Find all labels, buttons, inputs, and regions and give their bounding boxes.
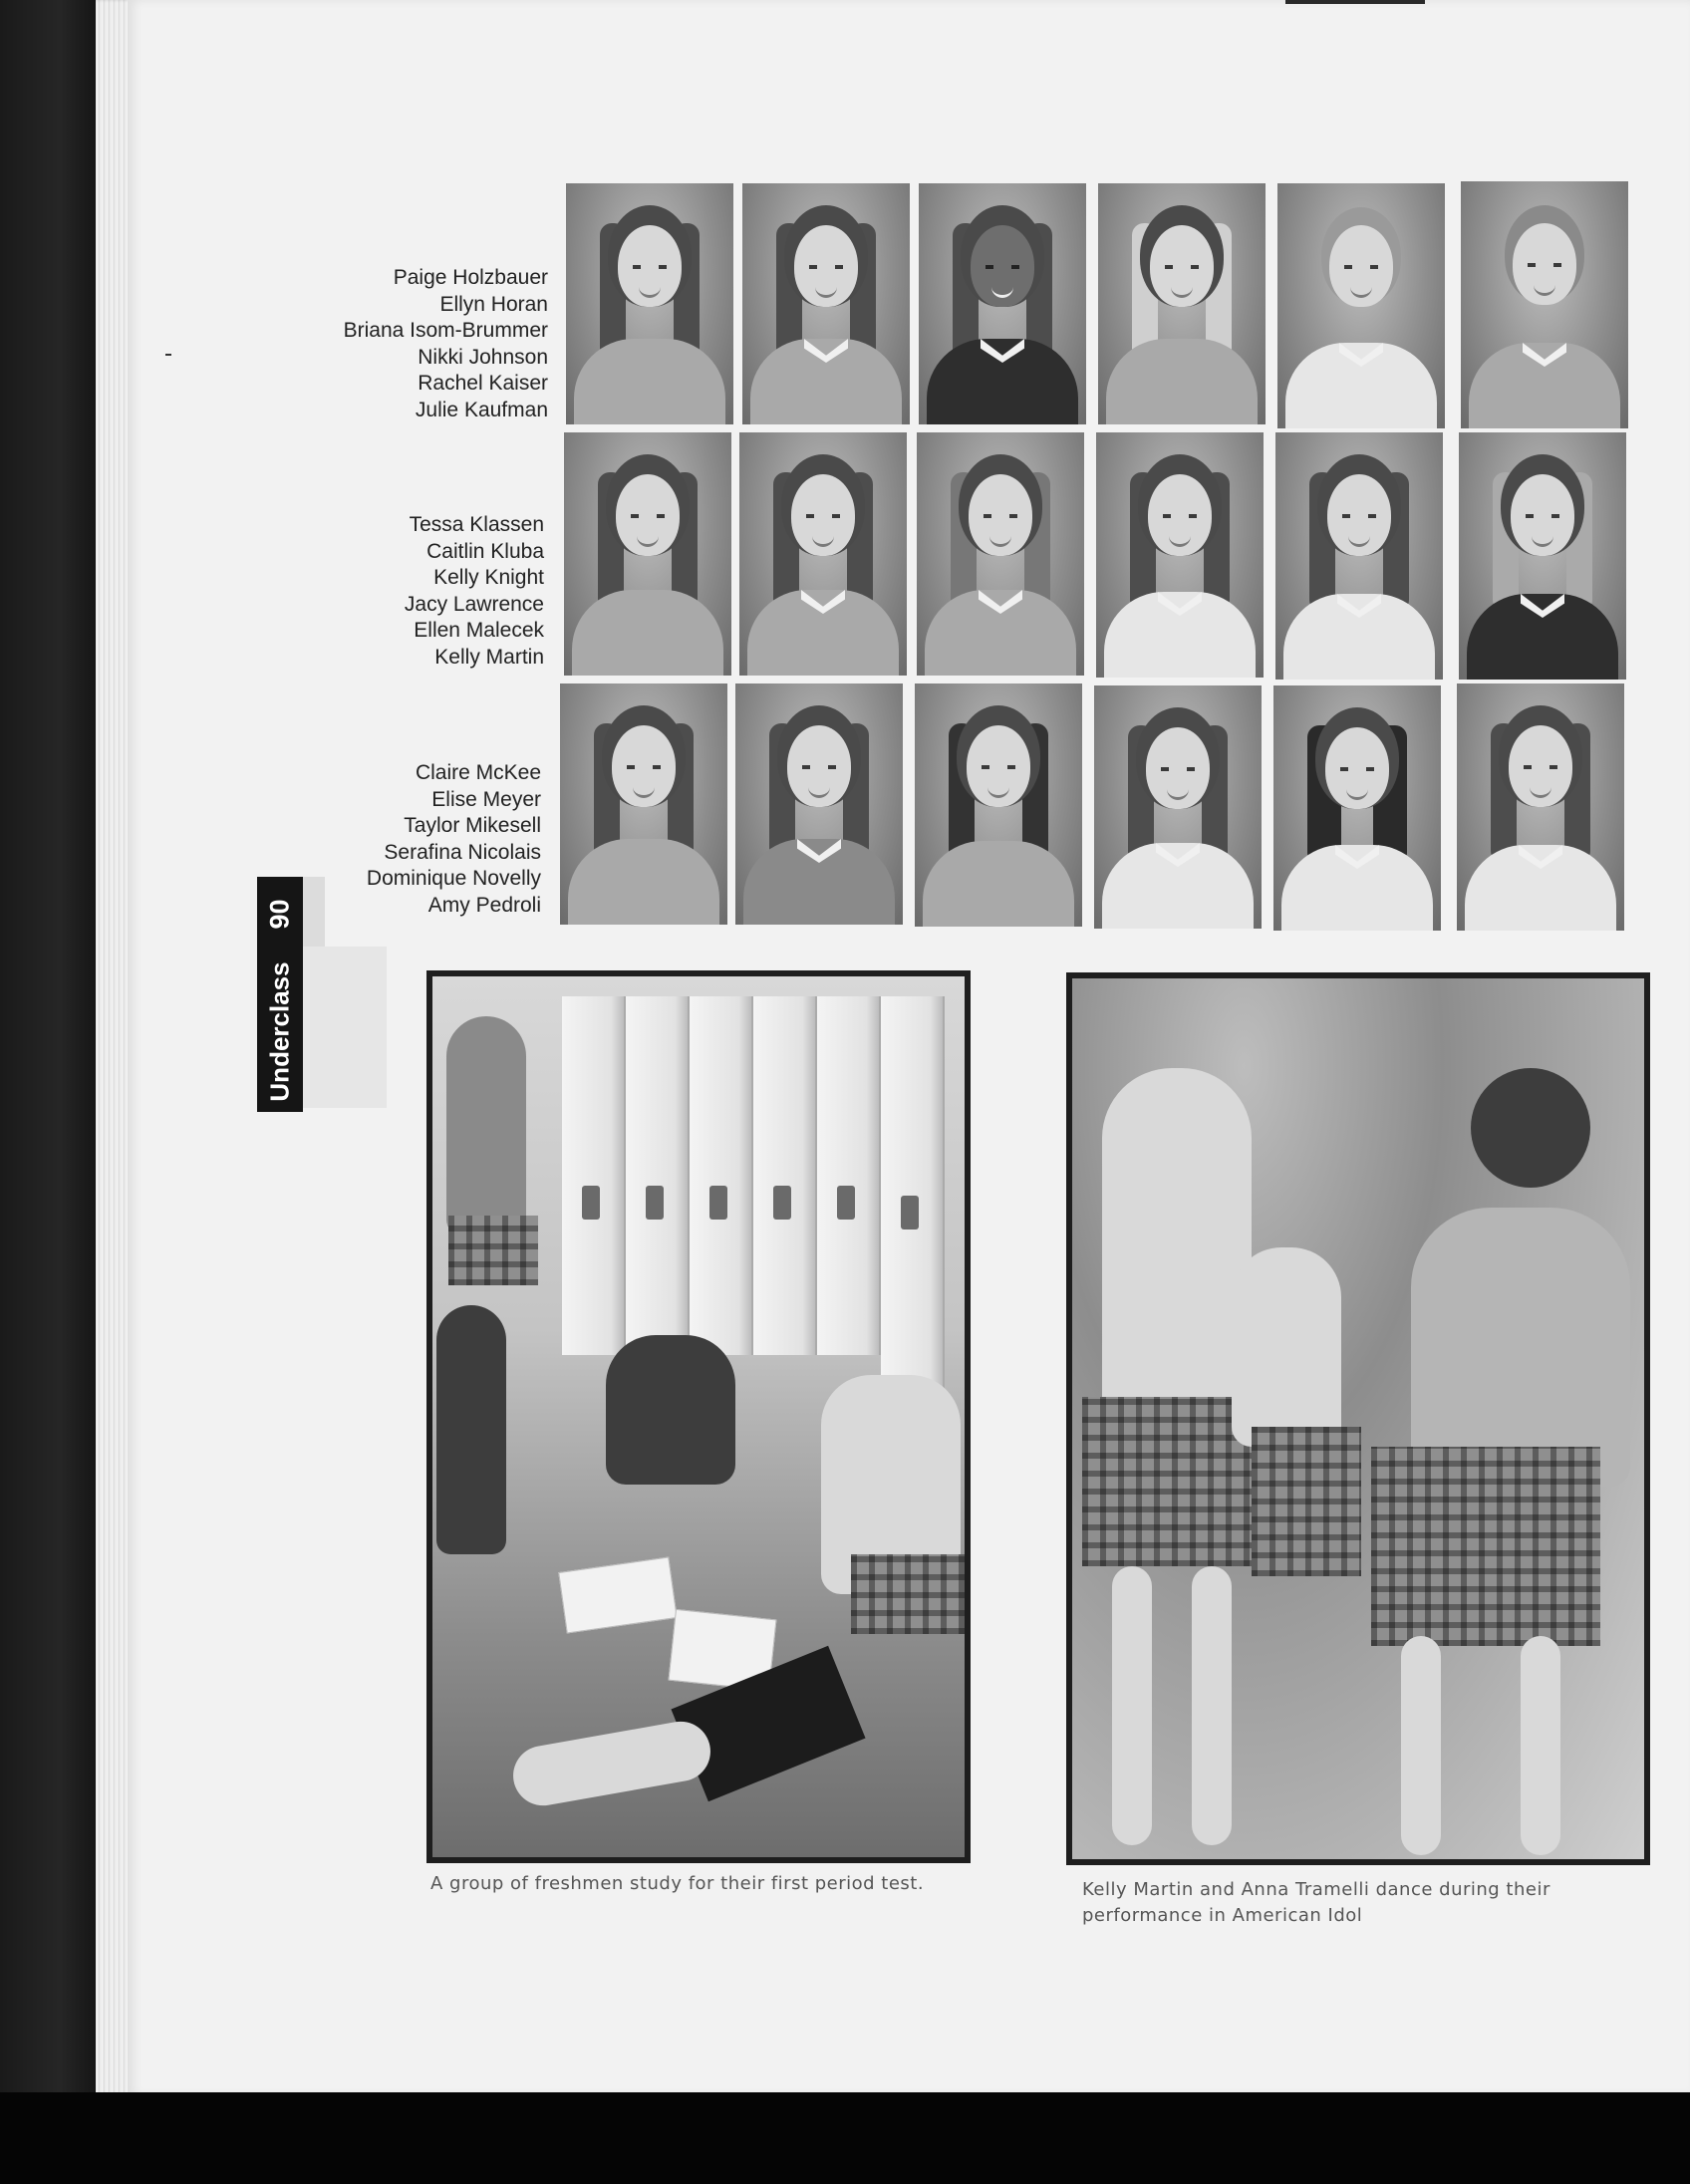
student-name: Tessa Klassen — [409, 513, 544, 536]
name-list-row-2 — [405, 512, 544, 671]
student-name: Jacy Lawrence — [404, 592, 544, 616]
student-portrait — [1277, 183, 1445, 428]
student-name: Serafina Nicolais — [384, 840, 541, 864]
student-name: Kelly Knight — [433, 566, 544, 589]
student-name: Dominique Novelly — [366, 867, 541, 890]
student-portrait — [1273, 685, 1441, 931]
student-name: Rachel Kaiser — [418, 372, 548, 395]
student-portrait — [1275, 432, 1443, 680]
section-label: Underclass — [264, 960, 295, 1102]
student-name: Elise Meyer — [431, 787, 541, 811]
student-name: Paige Holzbauer — [393, 266, 548, 289]
student-portrait — [742, 183, 910, 424]
name-list-row-1 — [344, 265, 548, 423]
student-portrait — [919, 183, 1086, 424]
student-name: Amy Pedroli — [427, 893, 541, 917]
page-mark — [165, 354, 171, 356]
page-number-tab — [257, 877, 303, 951]
name-list-row-3 — [367, 760, 541, 919]
student-portrait — [1459, 432, 1626, 680]
student-name: Julie Kaufman — [415, 398, 548, 421]
student-name: Ellen Malecek — [414, 619, 544, 642]
student-portrait — [1098, 183, 1266, 424]
student-portrait — [915, 683, 1082, 927]
student-name: Kelly Martin — [434, 645, 544, 669]
scanner-bottom-edge — [0, 2092, 1690, 2184]
scanner-background — [0, 0, 100, 2184]
photo-freshmen-lockers — [426, 970, 971, 1863]
student-name: Ellyn Horan — [439, 292, 548, 316]
student-name: Nikki Johnson — [418, 345, 548, 369]
student-portrait — [739, 432, 907, 676]
student-portrait — [917, 432, 1084, 676]
student-portrait — [1096, 432, 1264, 678]
student-name: Caitlin Kluba — [426, 539, 544, 563]
page-number: 90 — [264, 898, 295, 930]
student-name: Taylor Mikesell — [404, 814, 541, 837]
photo-caption: A group of freshmen study for their first period test. — [430, 1873, 925, 1894]
student-portrait — [566, 183, 733, 424]
student-portrait — [1094, 685, 1262, 929]
student-portrait — [564, 432, 731, 676]
scan-artifact — [1285, 0, 1425, 4]
student-portrait — [735, 683, 903, 925]
student-name: Claire McKee — [415, 761, 541, 784]
section-tab — [257, 951, 303, 1112]
photo-dance-performance — [1066, 972, 1650, 1865]
student-portrait — [560, 683, 727, 925]
student-portrait — [1461, 181, 1628, 428]
student-name: Briana Isom-Brummer — [343, 319, 548, 342]
student-portrait — [1457, 683, 1624, 931]
photo-caption: Kelly Martin and Anna Tramelli dance during their performance in American Idol — [1082, 1879, 1550, 1926]
